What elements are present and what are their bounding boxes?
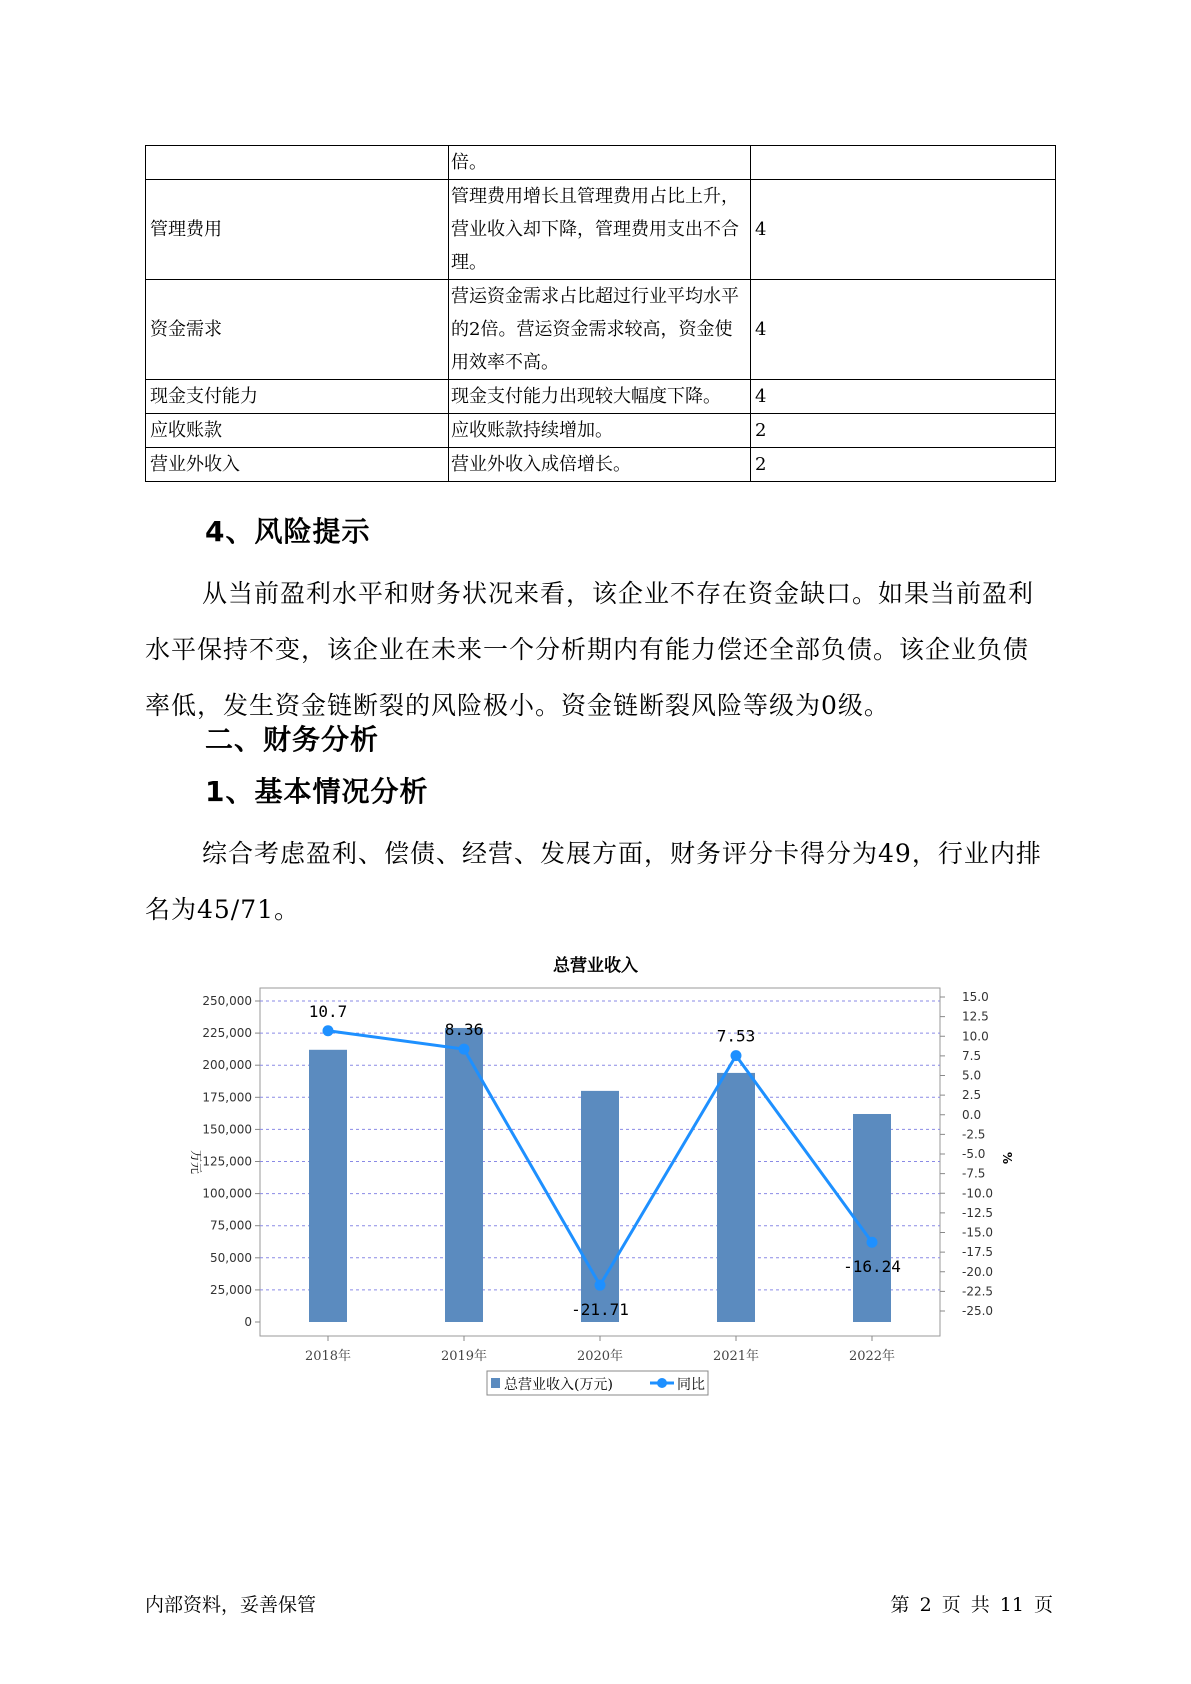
y2-tick-label: 12.5 <box>962 1009 989 1024</box>
line-point <box>867 1237 878 1248</box>
footer-confidential: 内部资料，妥善保管 <box>145 1594 317 1616</box>
y2-tick-label: -17.5 <box>962 1245 994 1260</box>
legend-label-bar: 总营业收入(万元) <box>504 1377 613 1393</box>
section-heading-risk: 4、风险提示 <box>205 515 371 548</box>
footer-page-number: 第 2 页 共 11 页 <box>890 1594 1053 1616</box>
y2-tick-label: 2.5 <box>962 1088 982 1103</box>
line-point <box>731 1050 742 1061</box>
bar <box>717 1073 755 1322</box>
table-cell-score: 4 <box>751 180 1056 280</box>
y2-tick-label: 10.0 <box>962 1029 989 1044</box>
data-label: -21.71 <box>571 1300 629 1320</box>
data-label: -16.24 <box>843 1257 901 1277</box>
y2-tick-label: -5.0 <box>962 1147 986 1161</box>
x-tick-label: 2018年 <box>304 1349 352 1364</box>
legend-label-line: 同比 <box>677 1377 705 1393</box>
table-cell-desc: 倍。 <box>449 146 751 180</box>
y-tick-label: 25,000 <box>210 1282 252 1297</box>
y2-tick-label: -15.0 <box>962 1225 994 1240</box>
finance-paragraph: 综合考虑盈利、偿债、经营、发展方面，财务评分卡得分为49，行业内排名为45/71。 <box>145 839 1042 924</box>
x-tick-label: 2020年 <box>576 1349 624 1364</box>
y-tick-label: 50,000 <box>210 1250 252 1265</box>
y-tick-label: 175,000 <box>202 1090 252 1105</box>
y2-tick-label: 15.0 <box>962 990 989 1004</box>
y-tick-label: 100,000 <box>202 1186 252 1201</box>
table-cell-item: 营业外收入 <box>146 448 449 482</box>
y2-tick-label: 5.0 <box>962 1068 982 1083</box>
bar <box>853 1114 891 1322</box>
x-tick-label: 2022年 <box>848 1349 896 1364</box>
legend-line-marker <box>657 1378 667 1388</box>
x-tick-label: 2019年 <box>440 1349 488 1364</box>
y-tick-label: 0 <box>244 1315 252 1329</box>
y2-axis-label: % <box>1000 1151 1014 1165</box>
y2-tick-label: 0.0 <box>962 1107 982 1122</box>
table-cell-item: 应收账款 <box>146 414 449 448</box>
section-heading-finance: 二、财务分析 <box>205 723 380 756</box>
y2-tick-label: 7.5 <box>962 1048 982 1063</box>
line-point <box>459 1044 470 1055</box>
line-point <box>323 1025 334 1036</box>
table-cell-item: 资金需求 <box>146 280 449 380</box>
y2-tick-label: -25.0 <box>962 1304 994 1318</box>
legend-bar-swatch <box>491 1378 500 1388</box>
y2-tick-label: -22.5 <box>962 1284 994 1299</box>
y2-tick-label: -10.0 <box>962 1186 994 1201</box>
table-cell-desc: 现金支付能力出现较大幅度下降。 <box>449 380 751 414</box>
subsection-heading-basic: 1、基本情况分析 <box>205 775 429 808</box>
y-tick-label: 125,000 <box>202 1154 252 1169</box>
y-tick-label: 225,000 <box>202 1026 252 1041</box>
table-cell-item: 管理费用 <box>146 180 449 280</box>
y2-tick-label: -7.5 <box>962 1166 986 1181</box>
table-cell-score: 4 <box>751 380 1056 414</box>
line-point <box>595 1280 606 1291</box>
table-cell-score: 2 <box>751 448 1056 482</box>
data-label: 10.7 <box>308 1001 348 1021</box>
table-cell-desc: 营业外收入成倍增长。 <box>449 448 751 482</box>
y-axis-label: 万元 <box>189 1149 203 1175</box>
table-cell-item: 现金支付能力 <box>146 380 449 414</box>
chart-title: 总营业收入 <box>553 956 638 976</box>
y-tick-label: 250,000 <box>202 994 252 1008</box>
table-cell-desc: 营运资金需求占比超过行业平均水平的2倍。营运资金需求较高，资金使用效率不高。 <box>449 280 751 380</box>
table-cell-score: 4 <box>751 280 1056 380</box>
bar <box>309 1050 347 1322</box>
table-cell-desc: 管理费用增长且管理费用占比上升，营业收入却下降，管理费用支出不合理。 <box>449 180 751 280</box>
x-tick-label: 2021年 <box>712 1349 760 1364</box>
y-tick-label: 200,000 <box>202 1058 252 1073</box>
y-tick-label: 150,000 <box>202 1122 252 1137</box>
data-label: 8.36 <box>444 1020 484 1040</box>
risk-paragraph: 从当前盈利水平和财务状况来看，该企业不存在资金缺口。如果当前盈利水平保持不变，该企业在未来一个分析期内有能力偿还全部负债。该企业负债率低，发生资金链断裂的风险极小。资金链断裂风险等级为0级。 <box>145 579 1035 720</box>
y2-tick-label: -2.5 <box>962 1127 986 1142</box>
y-tick-label: 75,000 <box>210 1218 252 1233</box>
y2-tick-label: -12.5 <box>962 1205 994 1220</box>
table-cell-score: 2 <box>751 414 1056 448</box>
table-cell-desc: 应收账款持续增加。 <box>449 414 751 448</box>
y2-tick-label: -20.0 <box>962 1264 994 1279</box>
data-label: 7.53 <box>716 1026 756 1046</box>
